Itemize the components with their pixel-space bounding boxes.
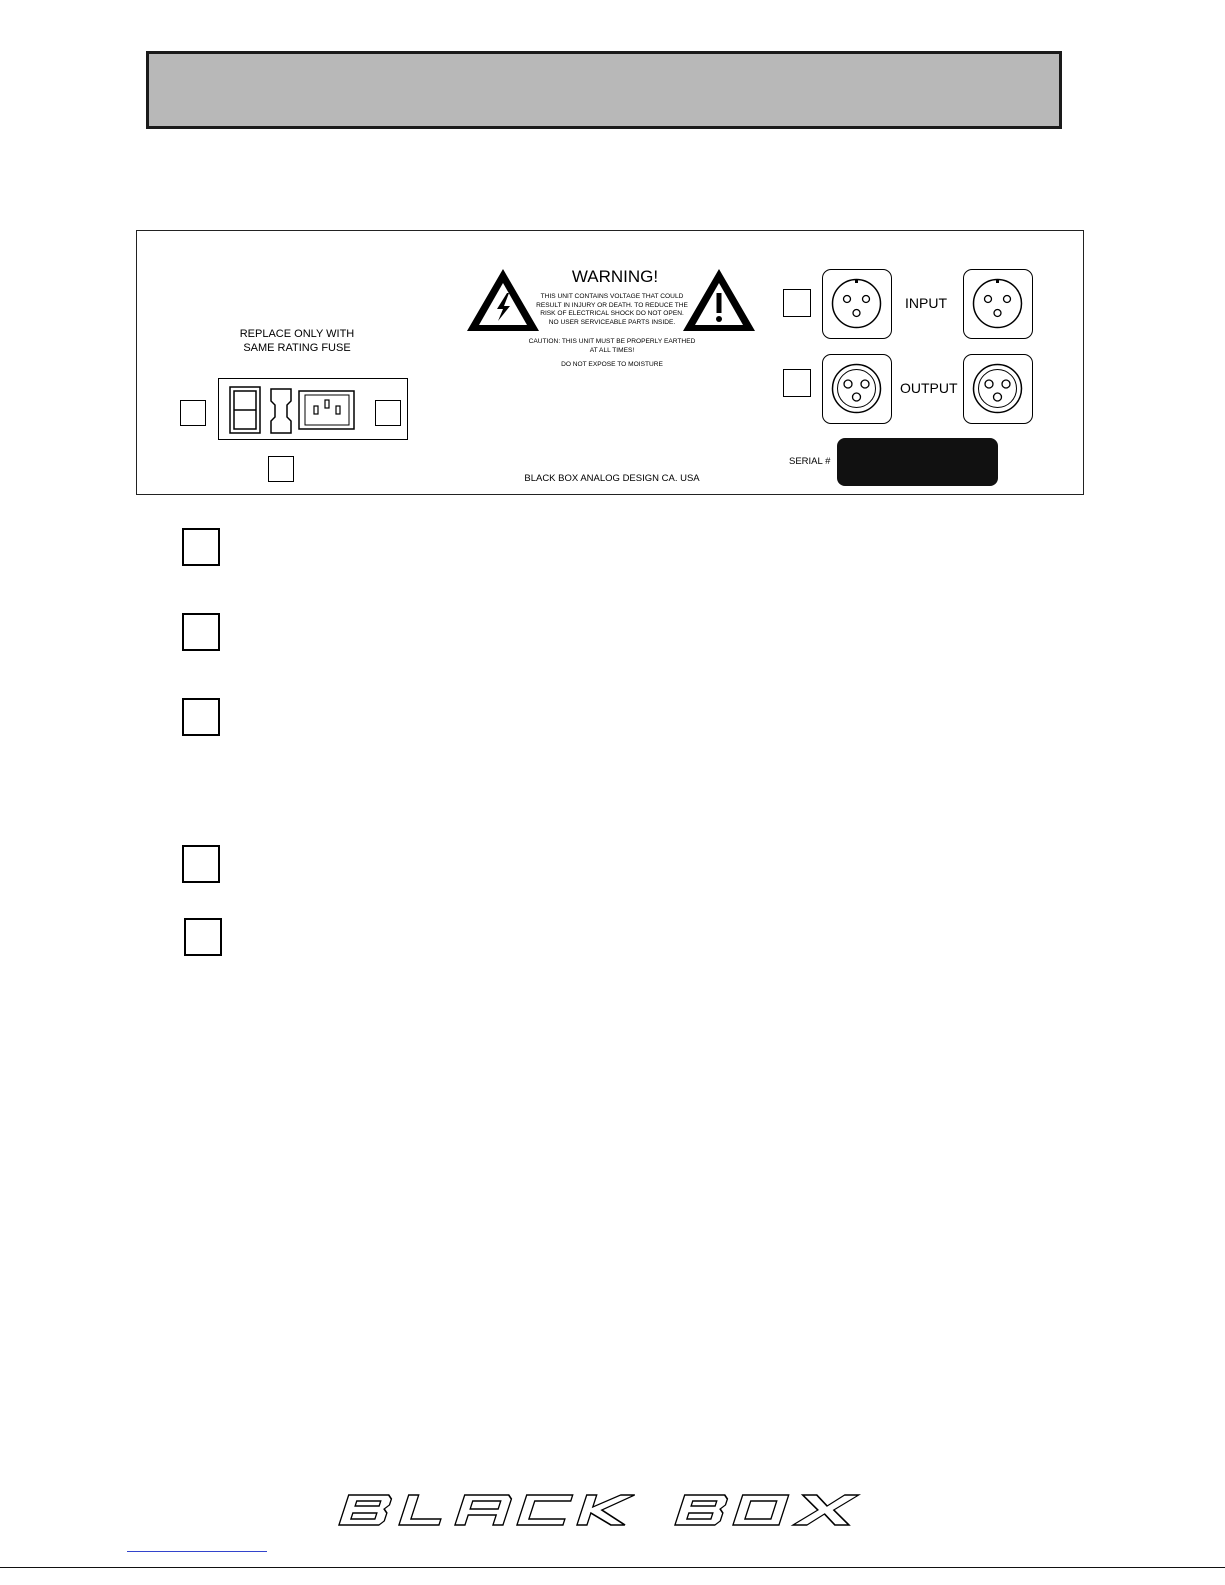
warning-title: WARNING! xyxy=(571,267,659,286)
fuse-note-line-1: REPLACE ONLY WITH xyxy=(239,328,355,340)
title-bar xyxy=(146,51,1062,129)
serial-plate xyxy=(837,438,998,486)
xlr-female-input-icon xyxy=(963,269,1033,339)
callout-box-fuse xyxy=(268,456,294,482)
moisture-text: DO NOT EXPOSE TO MOISTURE xyxy=(561,361,663,368)
legend-box-3 xyxy=(182,698,220,736)
warning-line-2: RESULT IN INJURY OR DEATH. TO REDUCE THE xyxy=(536,301,688,309)
fuse-note xyxy=(217,327,377,355)
legend-box-2 xyxy=(182,613,220,651)
fuse-holder-icon xyxy=(271,389,291,433)
xlr-male-output-icon xyxy=(822,354,892,424)
warning-line-4: NO USER SERVICEABLE PARTS INSIDE. xyxy=(548,318,676,326)
xlr-female-input-icon xyxy=(822,269,892,339)
iec-power-inlet-icon xyxy=(299,391,354,429)
output-label: OUTPUT xyxy=(900,380,958,396)
caution-text xyxy=(517,338,707,355)
fuse-note-line-2: SAME RATING FUSE xyxy=(243,342,351,354)
caution-line-2: AT ALL TIMES! xyxy=(589,346,635,354)
warning-text xyxy=(522,293,702,327)
serial-label: SERIAL # xyxy=(789,456,831,467)
footer-rule xyxy=(0,1567,1225,1568)
xlr-male-output-icon xyxy=(963,354,1033,424)
caution-line-1: CAUTION: THIS UNIT MUST BE PROPERLY EARTHED xyxy=(528,338,696,345)
power-switch-icon xyxy=(230,387,260,433)
power-module-drawing xyxy=(219,379,409,441)
footer-link-underline xyxy=(127,1551,267,1552)
legend-box-5 xyxy=(184,918,222,956)
black-box-logo xyxy=(332,1491,868,1534)
legend-box-1 xyxy=(182,528,220,566)
warning-line-1: THIS UNIT CONTAINS VOLTAGE THAT COULD xyxy=(540,293,684,300)
input-label: INPUT xyxy=(905,295,947,311)
manufacturer-text: BLACK BOX ANALOG DESIGN CA. USA xyxy=(524,473,700,484)
legend-box-4 xyxy=(182,845,220,883)
callout-box-output xyxy=(783,369,811,397)
rear-panel-diagram xyxy=(136,230,1084,495)
callout-box-input xyxy=(783,289,811,317)
exclamation-warning-icon xyxy=(679,265,759,335)
callout-box-power-switch xyxy=(180,400,206,426)
power-module xyxy=(218,378,408,440)
warning-line-3: RISK OF ELECTRICAL SHOCK DO NOT OPEN. xyxy=(540,310,684,318)
